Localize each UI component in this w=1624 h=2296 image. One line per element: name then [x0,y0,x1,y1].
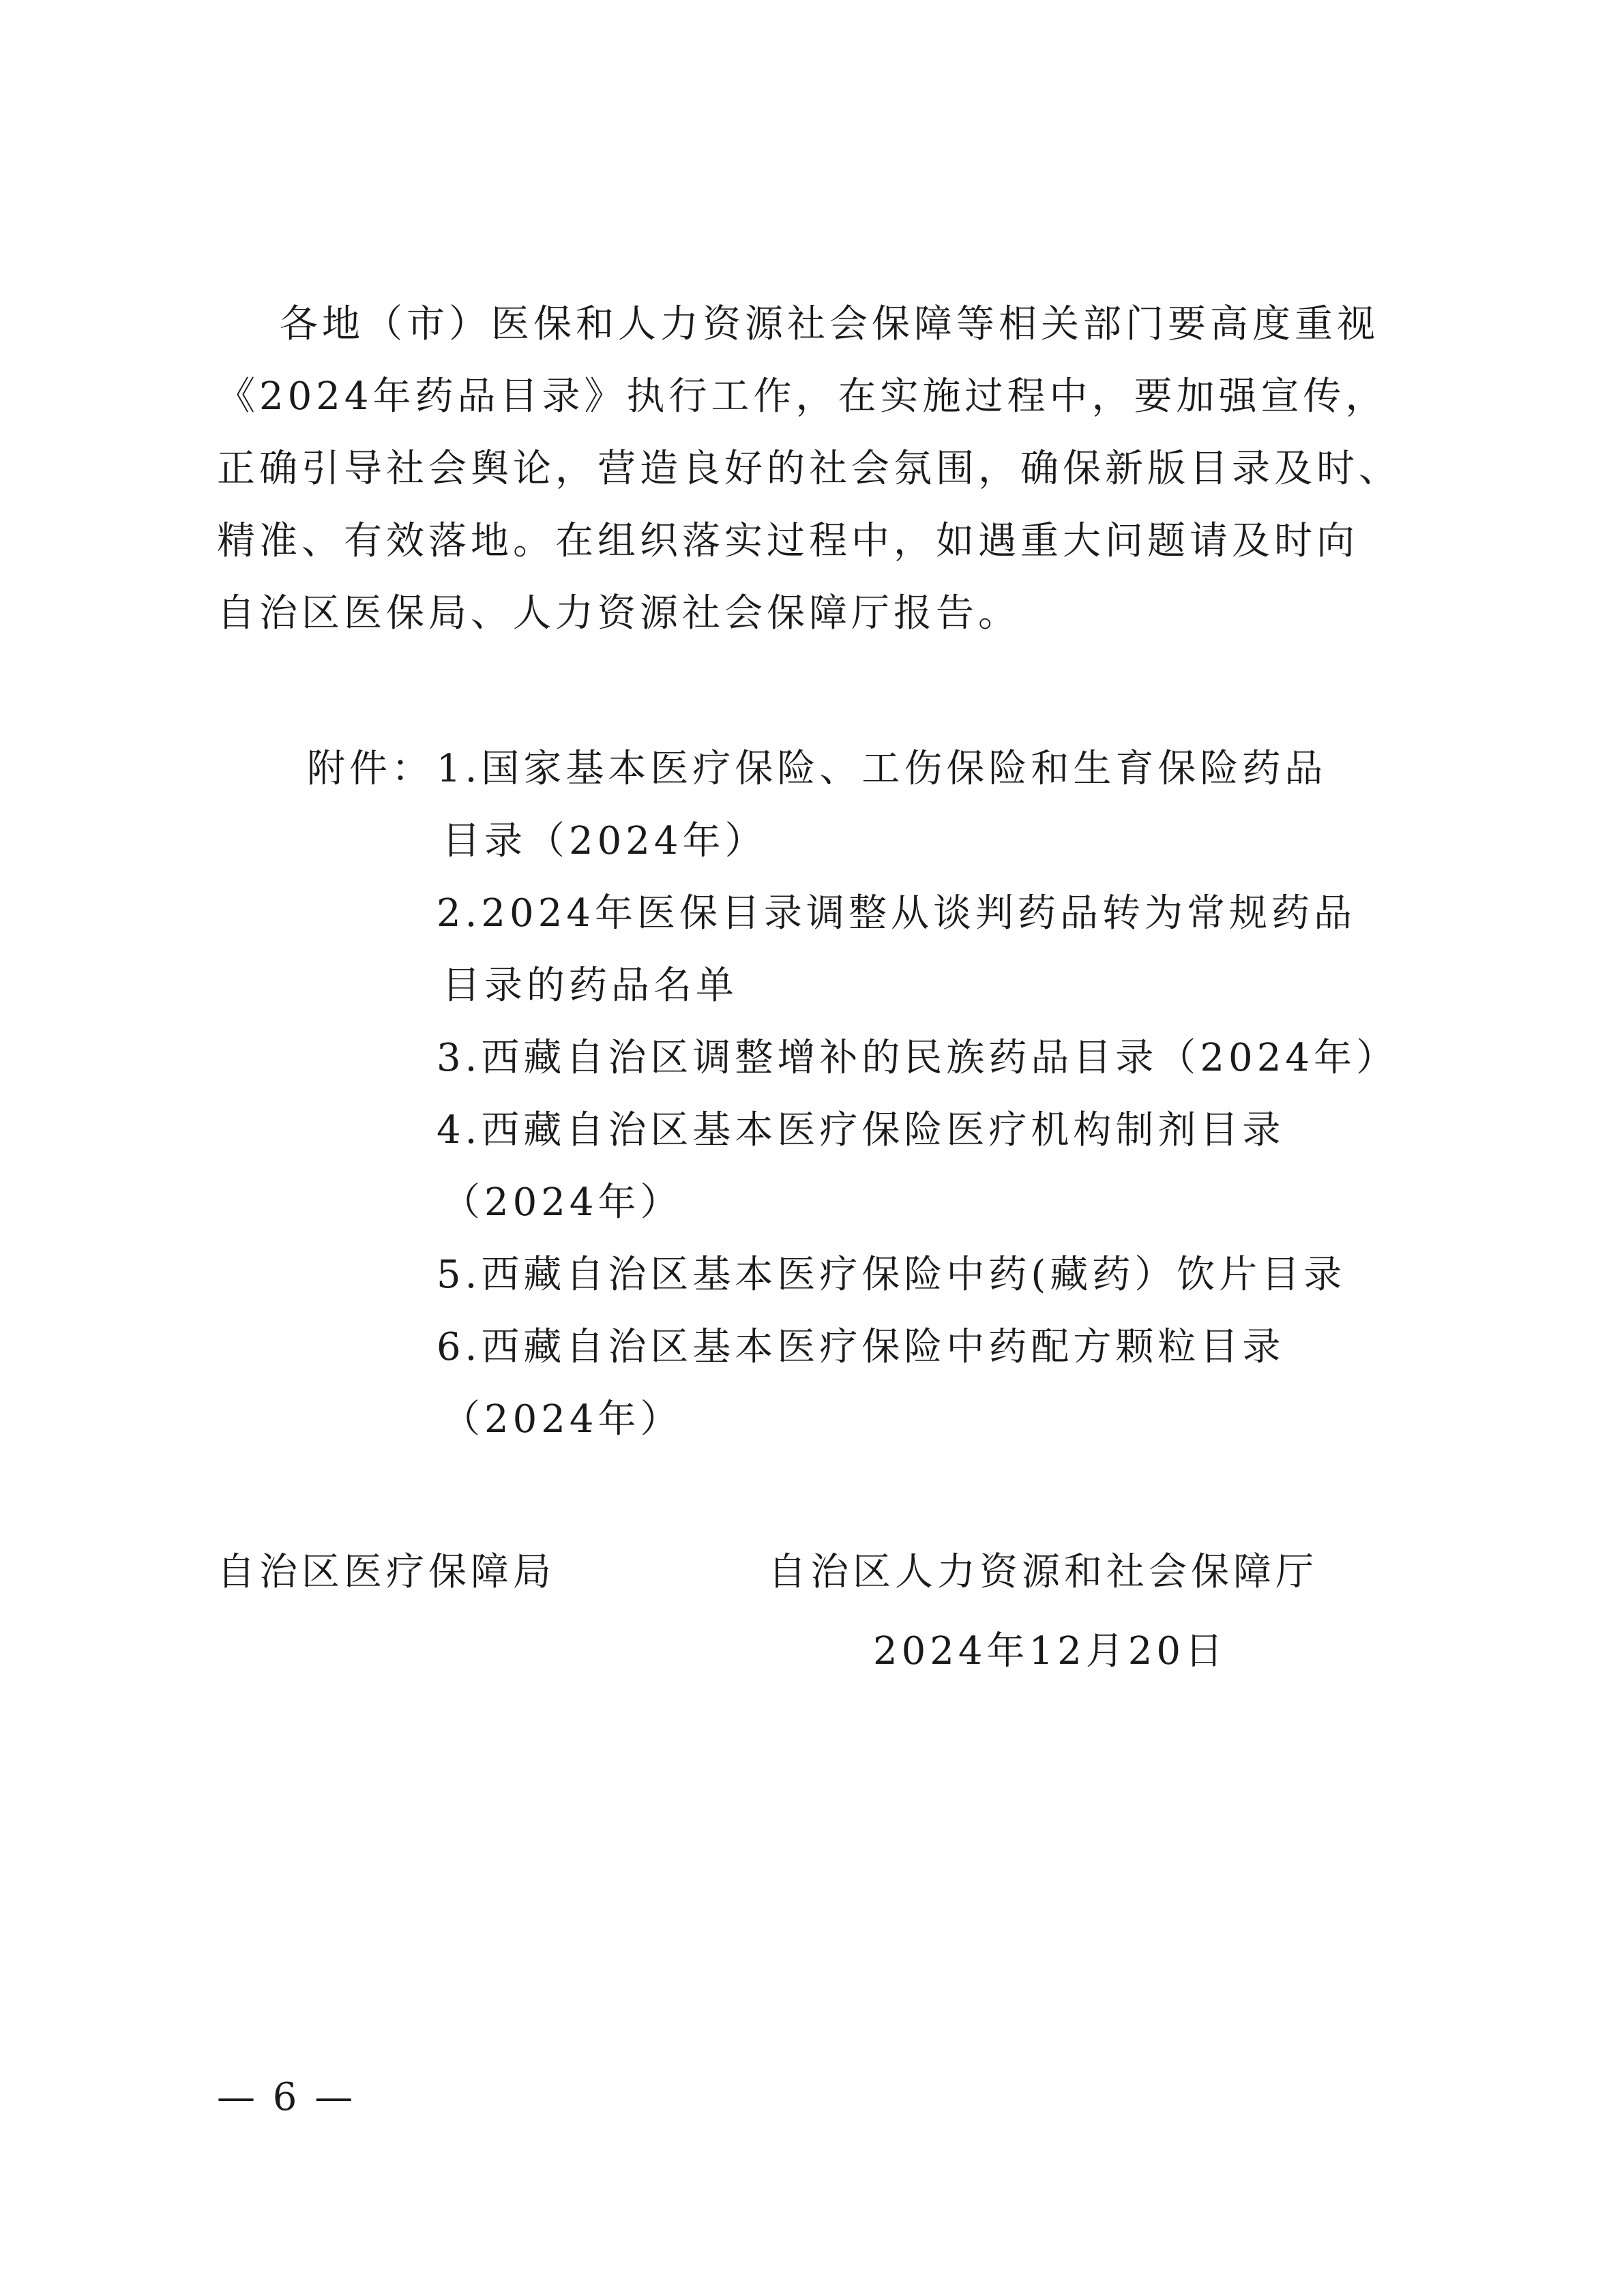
body-line-1: 各地（市）医保和人力资源社会保障等相关部门要高度重视 [280,302,1379,346]
body-line-4: 精准、有效落地。在组织落实过程中，如遇重大问题请及时向 [217,519,1359,563]
attachment-item: 2.2024年医保目录调整从谈判药品转为常规药品 [437,891,1356,936]
signature-date: 2024年12月20日 [873,1629,1228,1673]
attachment-item: 1.国家基本医疗保险、工伤保险和生育保险药品 [437,747,1327,791]
attachment-item: 3.西藏自治区调整增补的民族药品目录（2024年） [437,1036,1398,1080]
attachment-item-cont: 目录（2024年） [442,819,767,863]
body-line-5: 自治区医保局、人力资源社会保障厅报告。 [217,591,1020,636]
attachment-item-cont: （2024年） [442,1180,683,1225]
signature-org-left: 自治区医疗保障局 [217,1550,555,1594]
attachment-item-cont: 目录的药品名单 [442,964,738,1008]
attachment-item: 4.西藏自治区基本医疗保险医疗机构制剂目录 [437,1108,1285,1152]
page-number: — 6 — [217,2075,356,2119]
body-line-2: 《2024年药品目录》执行工作，在实施过程中，要加强宣传， [217,374,1388,419]
attachments-label: 附件： [307,747,434,791]
signature-org-right: 自治区人力资源和社会保障厅 [768,1550,1318,1594]
attachment-item: 5.西藏自治区基本医疗保险中药(藏药）饮片目录 [437,1253,1346,1297]
attachment-item-cont: （2024年） [442,1397,683,1442]
attachment-item: 6.西藏自治区基本医疗保险中药配方颗粒目录 [437,1325,1285,1369]
body-line-3: 正确引导社会舆论，营造良好的社会氛围，确保新版目录及时、 [217,447,1401,491]
